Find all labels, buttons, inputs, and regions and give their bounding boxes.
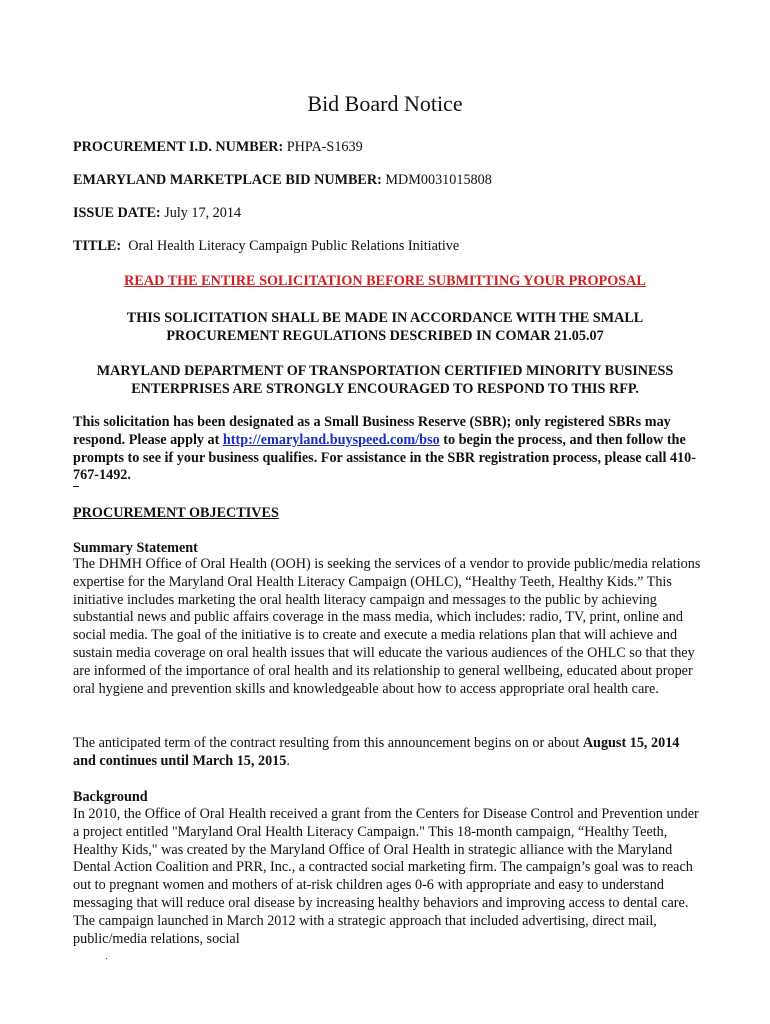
title-line — [73, 238, 459, 255]
title-label: TITLE: — [73, 238, 122, 254]
procurement-objectives-heading: PROCUREMENT OBJECTIVES — [73, 505, 279, 521]
procurement-id-label: PROCUREMENT I.D. NUMBER: — [73, 139, 284, 155]
summary-statement-heading: Summary Statement — [73, 540, 198, 556]
background-heading: Background — [73, 789, 148, 805]
document-title: Bid Board Notice — [307, 91, 463, 116]
bid-number-label: EMARYLAND MARKETPLACE BID NUMBER: — [73, 172, 382, 188]
procurement-id-value: PHPA-S1639 — [286, 139, 363, 155]
small-procurement-notice: THIS SOLICITATION SHALL BE MADE IN ACCORDANCE WITH THE SMALL PROCUREMENT REGULATIONS DESCRIBED IN COMAR 21.05.07 — [126, 310, 644, 344]
title-value: Oral Health Literacy Campaign Public Relations Initiative — [128, 238, 460, 254]
mbe-notice: MARYLAND DEPARTMENT OF TRANSPORTATION CERTIFIED MINORITY BUSINESS ENTERPRISES ARE STRONGLY ENCOURAGED TO RESPOND TO THIS RFP. — [96, 363, 674, 397]
sbr-paragraph — [73, 414, 703, 485]
contract-term-dates: August 15, 2014 and continues until March 15, 2015 — [73, 735, 680, 769]
sbr-text-before: This solicitation has been designated as a Small Business Reserve (SBR); only registered SBRs may respond. Please apply at — [73, 414, 671, 448]
issue-date-line — [73, 205, 241, 222]
summary-statement-text: The DHMH Office of Oral Health (OOH) is seeking the services of a vendor to provide public/media relations expertise for the Maryland Oral Health Literacy Campaign (OHLC), “Healthy Teeth, Healthy Kids.” This initiative includes marketing the oral health literacy campaign and messages to the public by achieving substantial news and public affairs coverage in the mass media, which includes: radio, TV, print, online and social media. The goal of the initiative is to create and execute a media relations plan that will achieve and sustain media coverage on oral health issues that will educate the various audiences of the OHLC so that they are informed of the importance of oral health and its relationship to general wellbeing, educated about proper oral hygiene and prevention skills and knowledgeable about how to access appropriate oral health care. — [73, 556, 701, 697]
dash-mark — [73, 486, 79, 487]
contract-term-text: The anticipated term of the contract resulting from this announcement begins on or about — [73, 735, 583, 751]
read-entire-notice: READ THE ENTIRE SOLICITATION BEFORE SUBMITTING YOUR PROPOSAL — [124, 273, 646, 289]
sbr-text-after: to begin the process, and then follow the prompts to see if your business qualifies. For assistance in the SBR registration process, please call 410-767-1492. — [73, 431, 696, 484]
sbr-registration-link[interactable]: http://emaryland.buyspeed.com/bso — [222, 431, 440, 448]
bid-number-line — [73, 172, 492, 189]
issue-date-value: July 17, 2014 — [164, 205, 242, 221]
procurement-id-line — [73, 139, 363, 156]
bid-number-value: MDM0031015808 — [385, 172, 492, 188]
issue-date-label: ISSUE DATE: — [73, 205, 161, 221]
background-text: In 2010, the Office of Oral Health received a grant from the Centers for Disease Control and Prevention under a project entitled "Maryland Oral Health Literacy Campaign." This 18-month campaign, “Healthy Teeth, Healthy Kids," was created by the Maryland Office of Oral Health in strategic alliance with the Maryland Dental Action Coalition and PRR, Inc., a contracted social marketing firm. The campaign’s goal was to reach out to pregnant women and mothers of at-risk children ages 0-6 with appropriate and easy to understand messaging that will reduce oral disease by increasing healthy behaviors and improving access to dental care. The campaign launched in March 2012 with a strategic approach that included advertising, direct mail, public/media relations, social — [73, 806, 699, 947]
contract-term-paragraph — [73, 735, 703, 771]
contract-term-end: . — [286, 752, 290, 769]
stray-dot — [106, 958, 107, 959]
